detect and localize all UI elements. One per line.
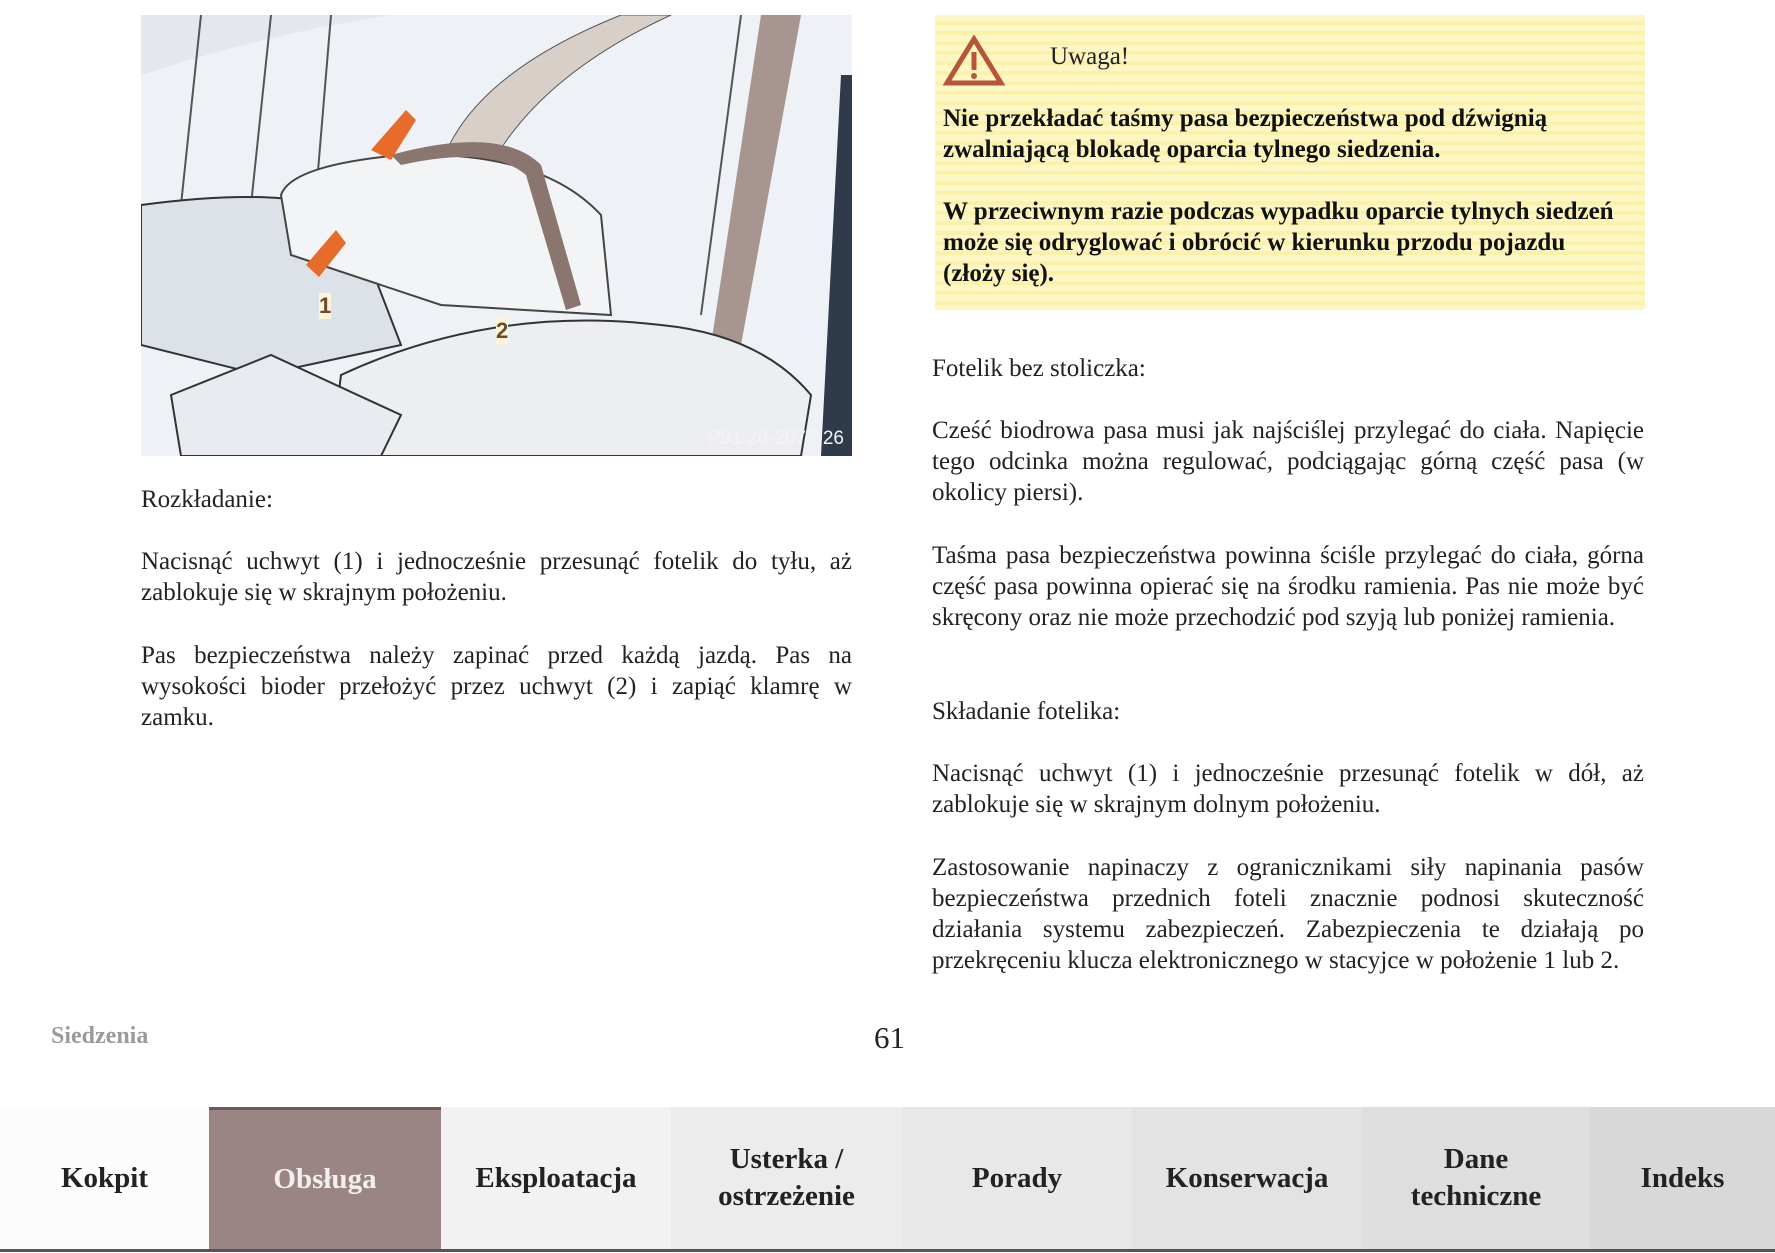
warning-paragraph-1: Nie przekładać taśmy pasa bezpieczeństwa pod dźwignią zwalniającą blokadę oparcia tylnego siedzenia.: [943, 105, 1548, 163]
page-number: 61: [874, 1020, 905, 1055]
tab-kokpit[interactable]: Kokpit: [0, 1107, 209, 1249]
image-code: P91.20-2077-26: [707, 428, 844, 449]
tab-indeks[interactable]: Indeks: [1590, 1107, 1775, 1249]
child-seat-drawing: [141, 15, 852, 456]
right-paragraph-2: Taśma pasa bezpieczeństwa powinna ściśle przylegać do ciała, górna część pasa powinna opierać się na środku ramienia. Pas nie może być skręcony oraz nie może przechodzić pod szyją lub poniżej ramienia.: [932, 542, 1644, 631]
right-paragraph-4: Zastosowanie napinaczy z ogranicznikami siły napinania pasów bezpieczeństwa przednich foteli znacznie podnosi skuteczność działania systemu zabezpieczeń. Zabezpieczenia te działają po przekręceniu klucza elektronicznego w stacyjce w położenie 1 lub 2.: [932, 854, 1644, 974]
tab-eksploatacja[interactable]: Eksploatacja: [441, 1107, 671, 1249]
seat-illustration: [141, 15, 852, 456]
warning-paragraph-2: W przeciwnym razie podczas wypadku oparcie tylnych siedzeń może się odryglować i obrócić w kierunku przodu pojazdu (złoży się).: [943, 198, 1614, 287]
tab-usterka-ostrzezenie[interactable]: Usterka / ostrzeżenie: [671, 1107, 902, 1249]
right-heading-1: Fotelik bez stoliczka:: [932, 355, 1146, 382]
right-paragraph-1: Cześć biodrowa pasa musi jak najściślej przylegać do ciała. Napięcie tego odcinka można regulować, podciągając górną część pasa (w okolicy piersi).: [932, 417, 1644, 506]
left-heading: Rozkładanie:: [141, 486, 273, 513]
tab-dane-techniczne[interactable]: Dane techniczne: [1362, 1107, 1590, 1249]
section-name: Siedzenia: [51, 1023, 149, 1049]
warning-triangle-icon: [943, 35, 1005, 87]
tab-obsluga[interactable]: Obsługa: [209, 1107, 441, 1249]
left-paragraph-1: Nacisnąć uchwyt (1) i jednocześnie przesunąć fotelik do tyłu, aż zablokuje się w skrajnym położeniu.: [141, 548, 852, 606]
tab-porady[interactable]: Porady: [902, 1107, 1132, 1249]
tab-konserwacja[interactable]: Konserwacja: [1132, 1107, 1362, 1249]
warning-title: Uwaga!: [1050, 43, 1130, 70]
callout-1: 1: [319, 293, 332, 318]
right-heading-2: Składanie fotelika:: [932, 698, 1121, 725]
right-paragraph-3: Nacisnąć uchwyt (1) i jednocześnie przesunąć fotelik w dół, aż zablokuje się w skrajnym dolnym położeniu.: [932, 760, 1644, 818]
left-paragraph-2: Pas bezpieczeństwa należy zapinać przed każdą jazdą. Pas na wysokości bioder przełożyć przez uchwyt (2) i zapiąć klamrę w zamku.: [141, 642, 852, 731]
chapter-nav: [0, 1107, 1775, 1252]
warning-box: [935, 15, 1645, 310]
callout-2: 2: [496, 318, 509, 343]
